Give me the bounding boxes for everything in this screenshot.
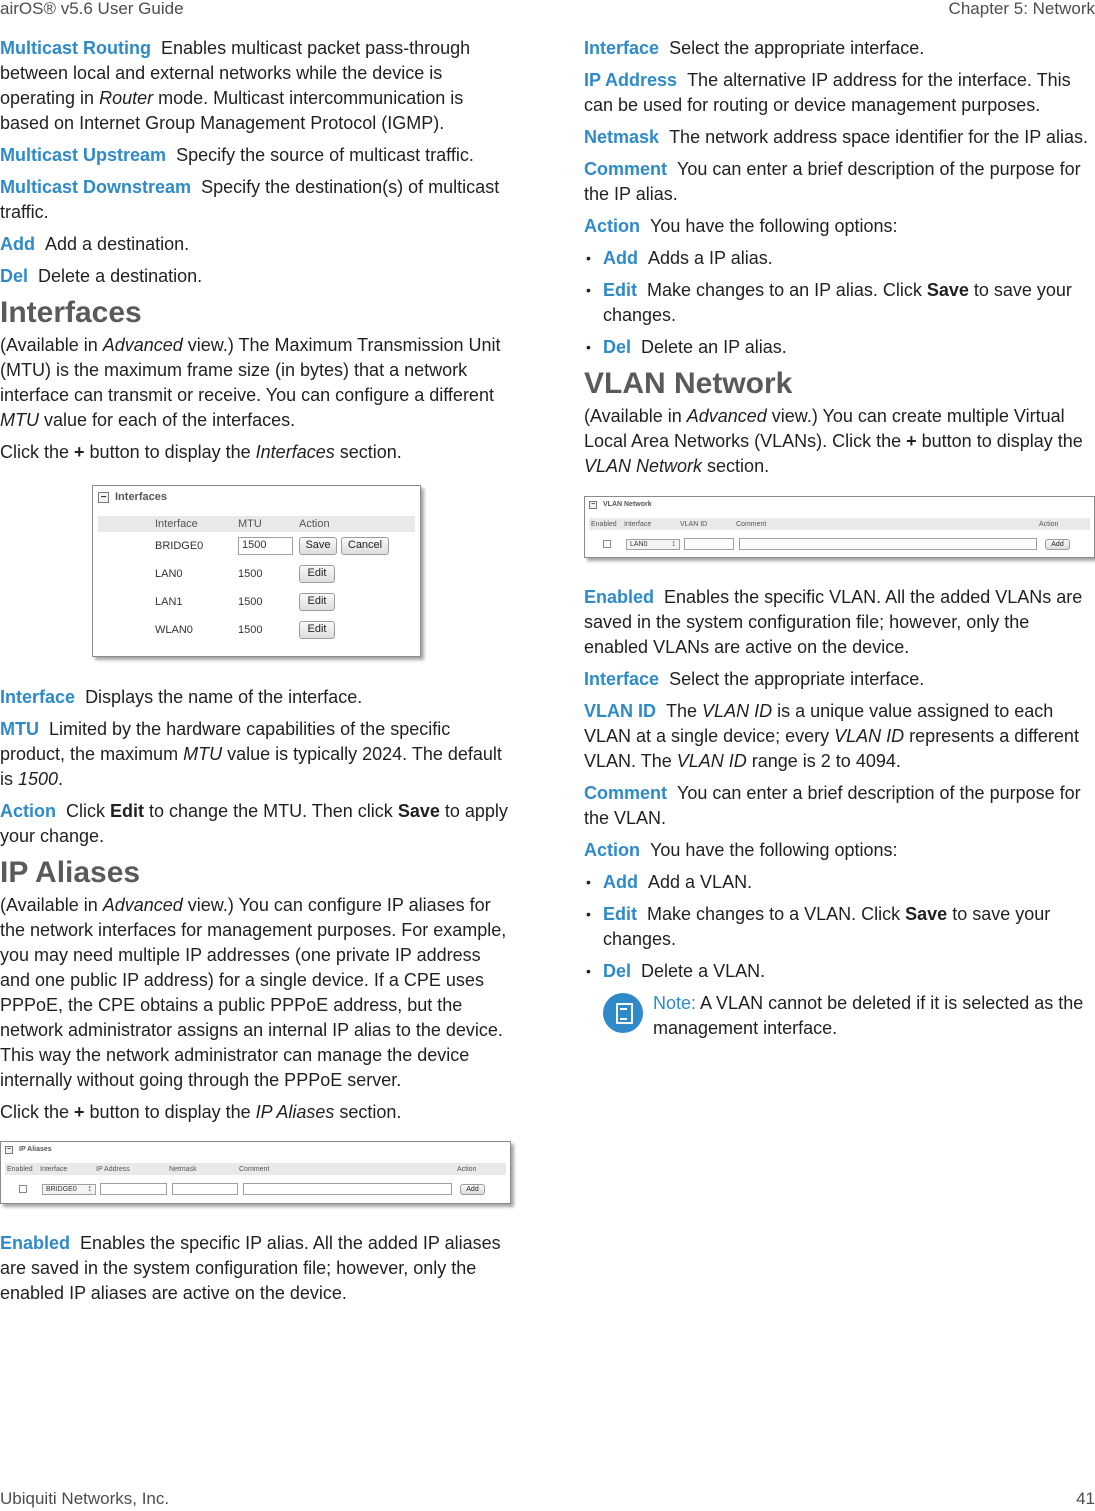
column-header-mtu: MTU: [238, 518, 262, 530]
definition-text: You can enter a brief description of the purpose for the VLAN.: [584, 783, 1081, 828]
intro-emphasis: Advanced: [686, 406, 767, 426]
interfaces-screenshot: [92, 485, 421, 657]
definition-text: is a unique value assigned to each VLAN at a single device; every: [584, 701, 1054, 746]
intro-emphasis: Advanced: [102, 335, 183, 355]
definition-text: Delete a VLAN.: [641, 961, 766, 981]
add-button[interactable]: Add: [1045, 539, 1070, 550]
definition-text: to change the MTU. Then click: [144, 801, 398, 821]
def-interface: [584, 36, 1095, 61]
definition-text: represents a different VLAN. The: [584, 726, 1079, 771]
definition-text: You can enter a brief description of the purpose for the IP alias.: [584, 159, 1081, 204]
definition-text: .: [58, 769, 64, 789]
left-column: [0, 36, 512, 1313]
ip-address-input[interactable]: [100, 1183, 167, 1195]
netmask-input[interactable]: [172, 1183, 238, 1195]
term: Action: [584, 840, 640, 860]
definition-text: Add a VLAN.: [648, 872, 753, 892]
screenshot-title: IP Aliases: [19, 1146, 52, 1153]
note-body: A VLAN cannot be deleted if it is selected as the management interface.: [653, 993, 1084, 1038]
table-row: [98, 588, 415, 616]
def-enabled: [0, 1231, 512, 1306]
intro-text: section.: [334, 442, 402, 462]
def-multicast-downstream: [0, 175, 512, 225]
definition-text: Specify the destination(s) of multicast traffic.: [0, 177, 500, 222]
plus-symbol: +: [906, 431, 917, 451]
intro-text: (Available in: [0, 335, 103, 355]
column-header-action: Action: [457, 1165, 477, 1173]
column-header-comment: Comment: [736, 520, 767, 528]
term: Enabled: [0, 1233, 71, 1253]
term: Multicast Downstream: [0, 177, 192, 197]
definition-emphasis: VLAN ID: [702, 701, 773, 721]
right-column: [584, 36, 1095, 1048]
enabled-checkbox[interactable]: [19, 1185, 27, 1193]
definition-text: to save your changes.: [603, 280, 1072, 325]
definition-bold: Edit: [110, 801, 145, 821]
definition-bold: Save: [905, 904, 948, 924]
table-row: [98, 532, 415, 560]
interface-name: LAN0: [155, 568, 183, 580]
def-netmask: [584, 125, 1095, 150]
intro-emphasis: Advanced: [102, 895, 183, 915]
definition-text: Displays the name of the interface.: [85, 687, 363, 707]
intro-text: section.: [334, 1102, 402, 1122]
input-row: [5, 1180, 506, 1198]
note-text: [653, 991, 1095, 1041]
def-multicast-upstream: [0, 143, 512, 168]
def-interface: [584, 667, 1095, 692]
intro-text: view.) You can create multiple Virtual Local Area Networks (VLANs). Click the: [584, 406, 1065, 451]
comment-input[interactable]: [739, 538, 1037, 550]
term: VLAN ID: [584, 701, 656, 721]
def-action: [0, 799, 512, 849]
def-add: [0, 232, 512, 257]
chapter-title: Chapter 5: Network: [948, 0, 1095, 18]
ip-aliases-click-instructions: [0, 1100, 512, 1125]
definition-text: Limited by the hardware capabilities of the specific product, the maximum: [0, 719, 451, 764]
def-comment: [584, 781, 1095, 831]
definition-text: The network address space identifier for the IP alias.: [669, 127, 1088, 147]
term: MTU: [0, 719, 39, 739]
definition-text: Enables multicast packet pass-through between local and external networks while the device is operating in: [0, 38, 471, 108]
definition-text: Enables the specific IP alias. All the added IP aliases are saved in the system configuration file; however, only the enabled IP aliases are active on the device.: [0, 1233, 501, 1303]
column-header-vlan-id: VLAN ID: [680, 520, 708, 528]
list-item: [584, 246, 1095, 271]
intro-text: Click the: [0, 1102, 75, 1122]
intro-emphasis: Interfaces: [255, 442, 335, 462]
cancel-button[interactable]: Cancel: [341, 537, 389, 555]
vlan-network-screenshot: [584, 496, 1095, 558]
def-mtu: [0, 717, 512, 792]
add-button[interactable]: Add: [460, 1184, 485, 1195]
plus-symbol: +: [74, 442, 85, 462]
definition-text: Add a destination.: [45, 234, 190, 254]
footer-company: Ubiquiti Networks, Inc.: [0, 1489, 170, 1508]
screenshot-caption: [589, 500, 1090, 509]
intro-text: (Available in: [584, 406, 687, 426]
intro-text: button to display the: [84, 442, 256, 462]
intro-text: button to display the: [84, 1102, 256, 1122]
comment-input[interactable]: [243, 1183, 452, 1195]
edit-button[interactable]: Edit: [299, 565, 335, 583]
term: Interface: [584, 38, 660, 58]
term: Del: [603, 961, 632, 981]
term: Add: [0, 234, 35, 254]
term: Del: [0, 266, 29, 286]
section-heading-ip-aliases: IP Aliases: [0, 856, 141, 889]
collapse-icon[interactable]: −: [590, 500, 596, 508]
edit-button[interactable]: Edit: [299, 593, 335, 611]
definition-text: to save your changes.: [603, 904, 1051, 949]
edit-button[interactable]: Edit: [299, 621, 335, 639]
definition-text: to apply your change.: [0, 801, 508, 846]
definition-text: Make changes to a VLAN. Click: [647, 904, 906, 924]
term: Multicast Upstream: [0, 145, 167, 165]
column-header-interface: Interface: [40, 1165, 68, 1173]
screenshot-caption: [5, 1145, 506, 1154]
intro-emphasis: IP Aliases: [255, 1102, 335, 1122]
def-vlan-id: [584, 699, 1095, 774]
definition-text: Delete an IP alias.: [641, 337, 787, 357]
term: Comment: [584, 159, 668, 179]
def-ip-address: [584, 68, 1095, 118]
definition-text: Specify the source of multicast traffic.: [176, 145, 474, 165]
definition-text: The: [666, 701, 703, 721]
def-comment: [584, 157, 1095, 207]
column-header-enabled: Enabled: [7, 1165, 33, 1173]
term: Action: [0, 801, 56, 821]
definition-text: Select the appropriate interface.: [669, 669, 925, 689]
note-label: Note:: [653, 993, 697, 1013]
interfaces-click-instructions: [0, 440, 512, 465]
column-header-ip-address: IP Address: [96, 1165, 130, 1173]
enabled-checkbox[interactable]: [603, 540, 611, 548]
term: Multicast Routing: [0, 38, 151, 58]
def-interface: [0, 685, 512, 710]
screenshot-title: VLAN Network: [603, 501, 652, 508]
interfaces-intro: [0, 333, 512, 433]
intro-text: value for each of the interfaces.: [39, 410, 296, 430]
term: Enabled: [584, 587, 655, 607]
intro-text: Click the: [0, 442, 75, 462]
def-action: [584, 838, 1095, 863]
column-header-interface: Interface: [155, 518, 198, 530]
vlan-action-list: [584, 870, 1095, 984]
intro-text: button to display the: [916, 431, 1083, 451]
table-header: [98, 516, 415, 532]
term: Interface: [584, 669, 660, 689]
definition-emphasis: 1500: [18, 769, 59, 789]
definition-text: Click: [66, 801, 111, 821]
def-del: [0, 264, 512, 289]
term: Netmask: [584, 127, 660, 147]
collapse-icon[interactable]: −: [6, 1145, 12, 1153]
definition-bold: Save: [926, 280, 969, 300]
term: Del: [603, 337, 632, 357]
definition-bold: Save: [397, 801, 440, 821]
term: Edit: [603, 280, 637, 300]
mtu-value: 1500: [238, 624, 263, 636]
intro-text: (Available in: [0, 895, 103, 915]
term: Comment: [584, 783, 668, 803]
column-header-comment: Comment: [239, 1165, 270, 1173]
interface-select[interactable]: BRIDGE0 ↕: [42, 1184, 96, 1195]
definition-text: mode. Multicast intercommunication is based on Internet Group Management Protocol (IGMP).: [0, 88, 464, 133]
list-item: [584, 902, 1095, 952]
term: Action: [584, 216, 640, 236]
plus-symbol: +: [74, 1102, 85, 1122]
intro-emphasis: VLAN Network: [584, 456, 703, 476]
definition-emphasis: VLAN ID: [834, 726, 905, 746]
definition-text: Delete a destination.: [38, 266, 203, 286]
definition-text: Make changes to an IP alias. Click: [647, 280, 927, 300]
section-heading-interfaces: Interfaces: [0, 296, 142, 329]
intro-text: view.) You can configure IP aliases for the network interfaces for management purposes. For example, you may need multiple IP addresses (one private IP address and one public IP address) for a single device. If a CPE uses PPPoE, the CPE obtains a public PPPoE address, but the network administrator assigns an internal IP alias to the device. This way the network administrator can manage the device internally without going through the PPPoE server.: [0, 895, 507, 1090]
column-header-interface: Interface: [624, 520, 652, 528]
list-item: [584, 870, 1095, 895]
def-action: [584, 214, 1095, 239]
mtu-value: 1500: [238, 596, 263, 608]
save-button[interactable]: Save: [299, 537, 337, 555]
collapse-icon[interactable]: −: [98, 492, 109, 503]
term: IP Address: [584, 70, 678, 90]
table-row: [98, 616, 415, 644]
interface-name: LAN1: [155, 596, 183, 608]
definition-emphasis: MTU: [183, 744, 223, 764]
def-enabled: [584, 585, 1095, 660]
term: Add: [603, 248, 638, 268]
column-header-action: Action: [299, 518, 330, 530]
definition-text: The alternative IP address for the interface. This can be used for routing or device management purposes.: [584, 70, 1071, 115]
ip-alias-action-list: [584, 246, 1095, 360]
screenshot-caption: [98, 490, 415, 504]
intro-text: view.) The Maximum Transmission Unit (MTU) is the maximum frame size (in bytes) that a network interface can transmit or receive. You can configure a different: [0, 335, 501, 405]
intro-text: section.: [702, 456, 770, 476]
interface-name: BRIDGE0: [155, 540, 204, 552]
term: Edit: [603, 904, 637, 924]
intro-emphasis: MTU: [0, 410, 39, 430]
definition-text: value is typically 2024. The default is: [0, 744, 502, 789]
ip-aliases-intro: [0, 893, 512, 1093]
interface-name: WLAN0: [155, 624, 193, 636]
list-item: [584, 278, 1095, 328]
ip-aliases-screenshot: [0, 1141, 511, 1204]
table-header: [5, 1163, 506, 1175]
definition-emphasis: Router: [99, 88, 154, 108]
definition-emphasis: VLAN ID: [676, 751, 747, 771]
definition-text: You have the following options:: [650, 840, 898, 860]
column-header-enabled: Enabled: [591, 520, 617, 528]
doc-header-title: airOS® v5.6 User Guide: [0, 0, 184, 18]
note-icon: [603, 993, 643, 1033]
def-multicast-routing: [0, 36, 512, 136]
definition-text: Select the appropriate interface.: [669, 38, 925, 58]
column-header-netmask: Netmask: [169, 1165, 197, 1173]
definition-text: Adds a IP alias.: [648, 248, 773, 268]
input-row: [589, 535, 1090, 553]
definition-text: Enables the specific VLAN. All the added VLANs are saved in the system configuration file; however, only the enabled VLANs are active on the device.: [584, 587, 1083, 657]
column-header-action: Action: [1039, 520, 1059, 528]
vlan-intro: [584, 404, 1095, 479]
mtu-value: 1500: [238, 568, 263, 580]
table-header: [589, 518, 1090, 530]
mtu-input[interactable]: 1500: [238, 537, 293, 555]
table-row: [98, 560, 415, 588]
list-item: [584, 959, 1095, 984]
term: Add: [603, 872, 638, 892]
vlan-note: [603, 991, 1095, 1048]
screenshot-title: Interfaces: [115, 491, 167, 503]
section-heading-vlan-network: VLAN Network: [584, 367, 793, 400]
term: Interface: [0, 687, 76, 707]
vlan-id-input[interactable]: [684, 538, 734, 550]
definition-text: You have the following options:: [650, 216, 898, 236]
page-number: 41: [1076, 1489, 1095, 1508]
interface-select[interactable]: LAN0 ↕: [626, 539, 680, 550]
list-item: [584, 335, 1095, 360]
definition-text: range is 2 to 4094.: [746, 751, 901, 771]
